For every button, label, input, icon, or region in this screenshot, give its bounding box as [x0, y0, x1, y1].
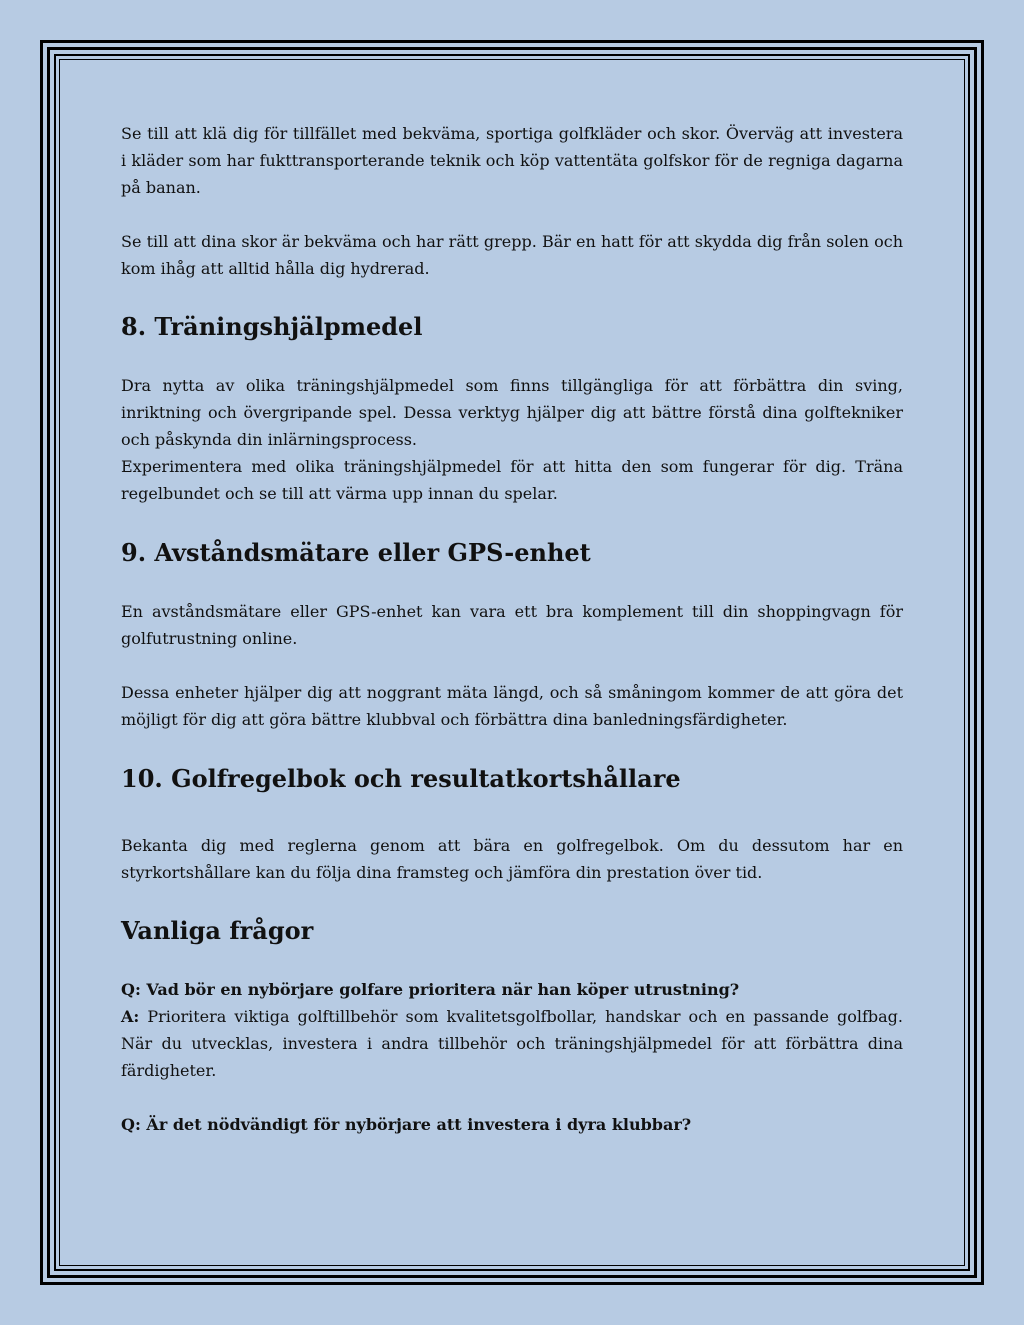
paragraph: En avståndsmätare eller GPS-enhet kan vara ett bra komplement till din shoppingvagn för golfutrustning online.	[121, 602, 903, 648]
paragraph: Dessa enheter hjälper dig att noggrant mäta längd, och så småningom kommer de att göra det möjligt för dig att göra bättre klubbval och förbättra dina banledningsfärdigheter.	[121, 683, 903, 729]
section-heading: 9. Avståndsmätare eller GPS-enhet	[121, 538, 591, 567]
section-heading: 10. Golfregelbok och resultatkortshållare	[121, 764, 681, 793]
faq-question: Q: Vad bör en nybörjare golfare prioritera när han köper utrustning?	[121, 980, 740, 999]
paragraph: Experimentera med olika träningshjälpmedel för att hitta den som fungerar för dig. Träna regelbundet och se till att värma upp innan du spelar.	[121, 457, 903, 503]
document-body	[121, 120, 903, 1138]
paragraph: Se till att klä dig för tillfället med bekväma, sportiga golfkläder och skor. Överväg att investera i kläder som har fukttransporterande teknik och köp vattentäta golfskor för de regniga dagarna på banan.	[121, 124, 903, 197]
section-heading: Vanliga frågor	[121, 916, 314, 945]
paragraph: Dra nytta av olika träningshjälpmedel som finns tillgängliga för att förbättra din sving, inriktning och övergripande spel. Dessa verktyg hjälper dig att bättre förstå dina golftekniker och påskynda din inlärningsprocess.	[121, 376, 903, 449]
faq-question: Q: Är det nödvändigt för nybörjare att investera i dyra klubbar?	[121, 1115, 692, 1134]
section-heading: 8. Träningshjälpmedel	[121, 312, 423, 341]
faq-answer-text: Prioritera viktiga golftillbehör som kvalitetsgolfbollar, handskar och en passande golfbag. När du utvecklas, investera i andra tillbehör och träningshjälpmedel för att förbättra dina färdigheter.	[121, 1007, 903, 1080]
faq-answer	[121, 1003, 903, 1084]
paragraph: Se till att dina skor är bekväma och har rätt grepp. Bär en hatt för att skydda dig från solen och kom ihåg att alltid hålla dig hydrerad.	[121, 232, 903, 278]
faq-answer-label: A:	[121, 1007, 140, 1026]
paragraph: Bekanta dig med reglerna genom att bära en golfregelbok. Om du dessutom har en styrkortshållare kan du följa dina framsteg och jämföra din prestation över tid.	[121, 836, 903, 882]
